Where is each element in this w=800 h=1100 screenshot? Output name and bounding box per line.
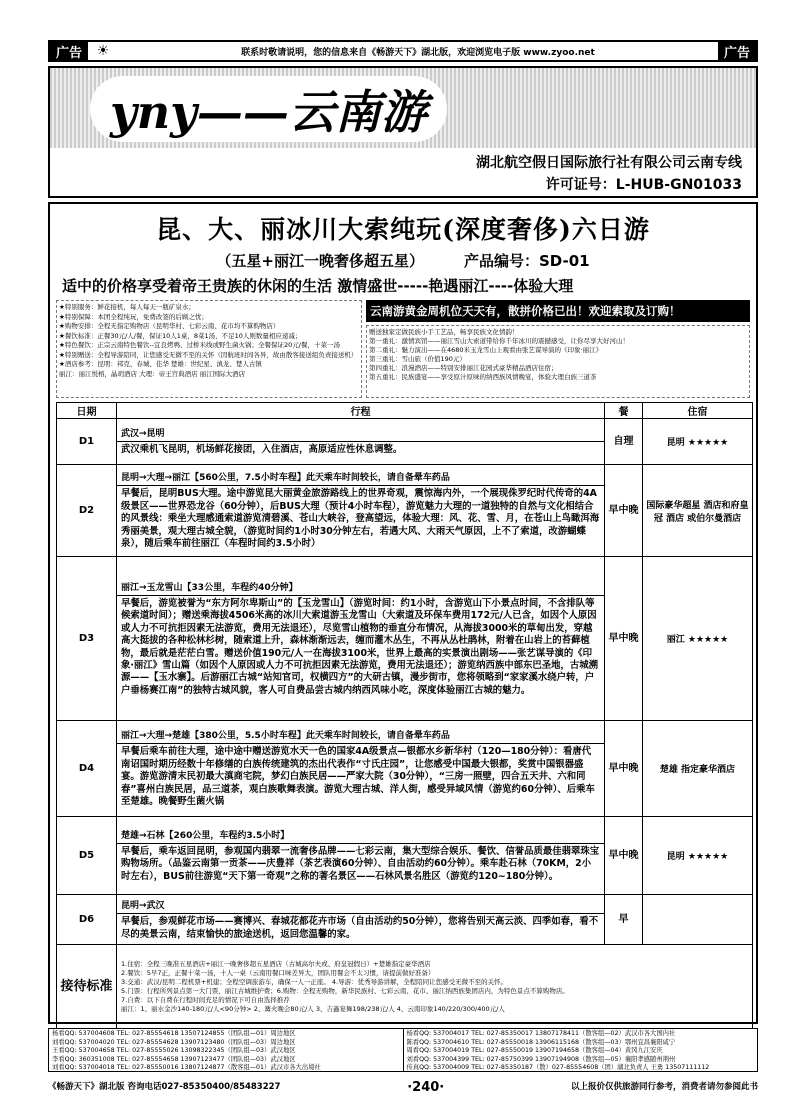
company-name: 湖北航空假日国际旅行社有限公司云南专线 [476, 155, 742, 171]
contact-list [48, 1028, 758, 1072]
day-route: 楚雄→石林【260公里，车程约3.5小时】 [117, 826, 604, 844]
header-route: 行程 [117, 403, 605, 419]
day-itinerary [117, 557, 605, 721]
feature-item: ★特色餐饮：正宗云南特色餐饮--宜良烤鸭、过桥米线或野生菌火锅；全餐保证20元/餐，十菜一汤 [59, 341, 340, 349]
top-notice: 联系时敬请说明，您的信息来自《畅游天下》湖北版，欢迎浏览电子版 www.zyoo.net [241, 47, 595, 58]
product-subline [50, 250, 756, 271]
reception-label: 接待标准 [57, 945, 117, 1029]
day-hotel: 丽江 ★★★★★ [643, 557, 753, 721]
contact-line: 传真QQ: 537004009 TEL: 027-85350187（散）027-85554608（团）湖北负责人 王勇 13507111112 [406, 1064, 710, 1071]
note-item: 2.餐饮：5早7正，正餐十菜一汤，十人一桌（云南用餐口味差异大，团队用餐会不太习惯，请提前做好准备） [121, 968, 435, 977]
promo-banner: 云南游黄金周机位天天有，散拼价格已出！欢迎索取及订购！ [366, 300, 750, 322]
gift-item: 第二重礼：魅力演出——在4680米玉龙雪山上观看由张艺谋导演的《印象·丽江》 [369, 346, 603, 354]
day-itinerary [117, 895, 605, 945]
day-route: 丽江→大理→楚雄【380公里，5.5小时车程】此天乘车时间较长，请自备晕车药品 [117, 726, 604, 744]
table-header-row [57, 403, 753, 419]
contact-line: 陈看QQ: 537004610 TEL: 027-85550018 13906115168（散客组—03）鄂州宜昌襄阳咸宁 [406, 1038, 676, 1046]
feature-item: ★购物安排：全程无指定购物店（昆明华村、七彩云南、花市均不算购物店） [59, 322, 280, 330]
day-meals: 早中晚 [605, 817, 643, 895]
day-itinerary [117, 419, 605, 465]
contact-line: 刘看QQ: 537004399 TEL: 027-85750399 13907194908（散客组—05）襄阳孝感随州荆州 [406, 1055, 676, 1063]
day-label: D2 [57, 465, 117, 557]
feature-item: 丽江：丽江悦榕，晶玥酒店 大理：帝王宫典酒店 丽江国际大酒店 [59, 369, 246, 378]
day-label: D3 [57, 557, 117, 721]
note-item: 1.住宿：全程三晚准五星酒店+丽江一晚奢侈超五星酒店（古城高尔夫或、府皇冠假日）+楚雄指定豪华酒店 [121, 959, 431, 968]
day-label: D4 [57, 721, 117, 817]
day-description: 武汉乘机飞昆明，机场鲜花接团，入住酒店，高原适应性休息调整。 [121, 444, 403, 456]
reception-notes [117, 945, 753, 1029]
table-row [57, 895, 753, 945]
gift-item: 第一重礼：激情宾馆——丽江雪山大索道带给你千年冰川的震撼感受，让你尽享大好河山！ [369, 337, 629, 345]
day-description: 早餐后，参观鲜花市场——赛博兴、春城花都花卉市场（自由活动约50分钟），您将告别天高云淡、四季如春，看不尽的美景云南，结束愉快的旅途送机，返回您温馨的家。 [121, 916, 599, 940]
day-route: 昆明→大理→丽江【560公里，7.5小时车程】此天乘车时间较长，请自备晕车药品 [117, 468, 604, 486]
contact-line: 李看QQ: 360351008 TEL: 027-85554658 13907123477（团队组—03）武汉地区 [52, 1055, 296, 1063]
day-meals: 早中晚 [605, 557, 643, 721]
table-row [57, 419, 753, 465]
day-hotel [643, 895, 753, 945]
license-number: 许可证号：L-HUB-GN01033 [545, 177, 742, 193]
gift-item: 第四重礼：浪漫酒店——特别安排丽江花园式豪华精品酒店住宿； [369, 364, 558, 372]
day-description: 早餐后乘车前往大理，途中途中赠送游览水天一色的国家4A级景点—银都水乡新华村（120—180分钟）：看唐代南诏国时期历经数十年修缮的白族传统建筑的杰出代表作“寸氏庄园”，让您感受中国最大银都，奖赏中国银器盛宴。游览游清末民初最大滇商宅院，梦幻白族民居——严家大院（30分钟），“三房一照壁，四合五天井、六和同春”喜州白族民居，品三道茶，观白族歌舞表演。游览大理古城、洋人街，感受异域风情（游览约60分钟）、后乘车至楚雄。晚餐野生菌火锅 [121, 746, 595, 808]
day-hotel: 昆明 ★★★★★ [643, 419, 753, 465]
header-stay: 住宿 [643, 403, 753, 419]
day-label: D6 [57, 895, 117, 945]
day-route: 昆明→武汉 [117, 896, 604, 914]
contact-line: 刘看QQ: 537004018 TEL: 027-85550016 13807124877（散客组—01）武汉市各大出境社 [52, 1064, 321, 1071]
contact-line: 王看QQ: 537004658 TEL: 027-85555026 13098322345（团队组—03）武汉地区 [52, 1047, 296, 1055]
product-code: 产品编号：SD-01 [463, 252, 590, 270]
header-date: 日期 [57, 403, 117, 419]
day-itinerary [117, 817, 605, 895]
note-item: 3.交通：武汉/昆明二程机票+机建；全程空调旅游车，确保一人一正座。 4.导游：优秀导游讲解，全程陪同让您感受无微不至的关怀。 [121, 977, 508, 986]
product-subtitle: （五星+丽江一晚奢侈超五星） [216, 252, 424, 270]
sun-logo-icon: ☀ [96, 43, 110, 59]
day-meals: 早中晚 [605, 465, 643, 557]
contact-line: 杨看QQ: 537004017 TEL: 027-85350017 13807178411（散客组—02）武汉市各大国内社 [406, 1030, 676, 1037]
itinerary-table [56, 402, 753, 1029]
header-meal: 餐 [605, 403, 643, 419]
page-footer [48, 1080, 758, 1095]
day-hotel: 昆明 ★★★★★ [643, 817, 753, 895]
gifts-list [366, 325, 750, 398]
page-number: ·240· [407, 1080, 445, 1095]
note-item: 丽江：1、丽水金沙140-180元/人<90分钟> 2、篝火晚会80元/人 3、吉鑫宴舞198/238元/人 4、云南印象140/220/300/400元/人 [121, 1004, 505, 1013]
day-itinerary [117, 721, 605, 817]
ad-label-right: 广告 [718, 42, 756, 60]
top-ad-bar [48, 40, 758, 62]
day-hotel: 楚雄 指定豪华酒店 [643, 721, 753, 817]
contact-column-left [49, 1029, 403, 1071]
table-row [57, 817, 753, 895]
table-row [57, 721, 753, 817]
feature-item: ★酒店参考：昆明：邦克、春城、佳华 楚雄：世纪星、滇龙、楚人古镇 [59, 360, 262, 368]
footer-disclaimer: 以上报价仅供旅游同行参考，消费者请勿参阅此书 [570, 1082, 758, 1092]
day-description: 早餐后，乘车返回昆明，参观国内翡翠一流奢侈品牌——七彩云南，集大型综合娱乐、餐饮、信誉品质最佳翡翠珠宝购物场所。（品鉴云南第一贡茶——庆豊祥（茶艺表演60分钟）、自由活动约60分钟）。乘车赴石林（70KM，2小时左右），BUS前往游览“天下第一奇观”之称的著名景区——石林风景名胜区（游览约120~180分钟）。 [121, 845, 600, 882]
info-section [56, 300, 750, 398]
table-row [57, 945, 753, 1029]
company-banner [48, 66, 758, 198]
features-list [56, 300, 362, 398]
day-meals: 早 [605, 895, 643, 945]
product-sheet [48, 202, 758, 1024]
table-row [57, 557, 753, 721]
gift-item: 第三重礼：雪山旅（价值190元） [369, 355, 466, 363]
feature-item: ★特别保障：本团全程纯玩，免费改签的后顾之忧； [59, 312, 208, 321]
promo-column [366, 300, 750, 398]
feature-item: ★特别赠送：全程导游陪同，让您感受无微不至的关怀（因航班时间各异，故由散客接送组负责接送机） [59, 350, 358, 359]
day-label: D5 [57, 817, 117, 895]
day-meals: 自理 [605, 419, 643, 465]
feature-item: ★餐饮标准：正餐30元/人/餐，保证10人1桌，8菜1汤，不足10人则数量相应递减； [59, 331, 302, 340]
contact-column-right [403, 1029, 758, 1071]
product-slogan: 适中的价格享受着帝王贵族的休闲的生活 激情盛世-----艳遇丽江----体验大理 [62, 277, 574, 295]
day-description: 早餐后，昆明BUS大理。途中游览昆大丽黄金旅游路线上的世界奇观，震惊海内外，一个展现侏罗纪时代传奇的4A级景区——世界恐龙谷（60分钟），后BUS大理（预计4小时车程），游览魅力大理的一道独特的自然与文化相结合的风景线：乘坐大理感通索道游览清碧溪、苍山大峡谷，登高望远，体验大理：风、花、雪、月，在苍山上鸟瞰洱海秀丽美景，观大理古城全貌，（游览时间约1小时30分钟左右，若遇大风、大雨天气原因，上不了索道，改游蝴蝶泉），随后乘车前往丽江（车程时间约3.5小时） [121, 488, 600, 550]
day-description: 早餐后，游览被誉为“东方阿尔卑斯山”的【玉龙雪山】（游览时间：约1小时，含游览山下小景点时间，不含排队等候索道时间）；赠送乘海拔4506米高的冰川大索道游玉龙雪山（大索道及环保车费用172元/人已含，如因个人原因或人力不可抗拒因素无法游览，费用无法退还），尽览雪山植物的垂直分布情况，从海拔3000米的草甸出发，穿越高大挺拔的各种松林杉树，随索道上升，森林渐渐远去，缠而灌木丛生，不再从丛杜鹃林，附着在山岩上的苔藓植物，最后就是茫茫白雪。赠送价值190元/人一在海拔3100米，世界上最高的实景演出剧场——张艺谋导演的《印象·丽江》雪山篇（如因个人原因或人力不可抗拒因素无法游览，费用无法退还）；游览纳西族中部东巴圣地，古城溯源——【玉水寨】。后游丽江古城“站知官司，权横四方”的大研古镇，漫步街市，您将领略到“家家溪水绕户转，户户垂杨赛江南”的独特古城风貌，客人可自费品尝古城内纳西风味小吃，深度体验丽江古城的魅力。 [121, 597, 598, 696]
contact-line: 杨看QQ: 537004608 TEL: 027-85554618 13507124855（团队组—01）周边地区 [52, 1030, 296, 1037]
day-route: 丽江→玉龙雪山【33公里，车程约40分钟】 [117, 578, 604, 596]
day-label: D1 [57, 419, 117, 465]
day-meals: 早中晚 [605, 721, 643, 817]
day-hotel: 国际豪华超星 酒店和府皇冠 酒店 或伯尔曼酒店 [643, 465, 753, 557]
gift-item: 赠送独家定做民族小手工艺品，畅享民族文化情韵！ [369, 328, 519, 336]
note-item: 7.自费：以下自费在行程时间充足的情况下可自由选择推荐 [121, 995, 290, 1004]
contact-line: 周看QQ: 537004019 TEL: 027-85550019 13907194658（散客组—04）黄冈九江安庆 [406, 1047, 663, 1055]
feature-item: ★特别服务：鲜花接机，每人每天一瓶矿泉水； [59, 303, 195, 311]
contact-line: 刘看QQ: 537004020 TEL: 027-85554628 13907123480（团队组—03）周边地区 [52, 1038, 296, 1046]
brand-logo: yny——云南游 [90, 76, 447, 142]
gift-item: 第五重礼：民族盛宴——享受原汁原味的纳西族风情晚宴，体验大理白族三道茶 [369, 373, 597, 381]
product-title: 昆、大、丽冰川大索纯玩(深度奢侈)六日游 [156, 215, 650, 244]
day-itinerary [117, 465, 605, 557]
ad-label-left: 广告 [50, 42, 88, 60]
note-item: 5.门票：行程所列景点第一大门票，丽江古城维护费；6.购物：全程无购物，新华民族村、七彩云南、花市、丽江纳西族集团店内，为特色景点不算购物店。 [121, 986, 569, 995]
day-route: 武汉→昆明 [117, 424, 604, 442]
table-row [57, 465, 753, 557]
footer-publication: 《畅游天下》湖北版 咨询电话027-85350400/85483227 [48, 1082, 281, 1092]
